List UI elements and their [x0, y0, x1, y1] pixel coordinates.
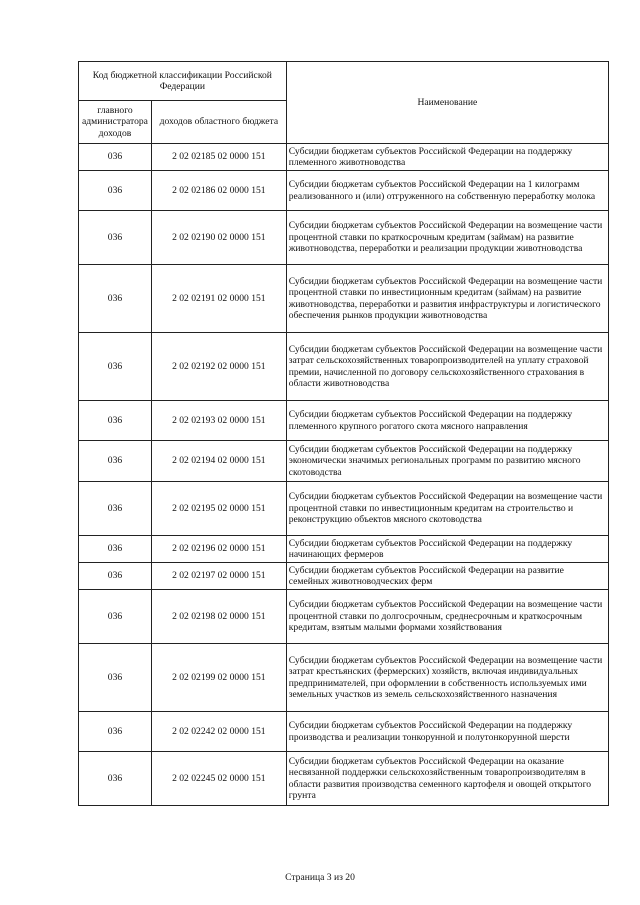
admin-cell: 036	[79, 590, 152, 644]
code-cell: 2 02 02199 02 0000 151	[151, 644, 286, 712]
code-cell: 2 02 02190 02 0000 151	[151, 211, 286, 265]
name-cell: Субсидии бюджетам субъектов Российской Федерации на поддержку начинающих фермеров	[286, 536, 608, 563]
table-row	[79, 144, 609, 171]
name-cell: Субсидии бюджетам субъектов Российской Федерации на возмещение части процентной ставки по долгосрочным, среднесрочным и краткосрочным кредитам, взятым малыми формами хозяйствования	[286, 590, 608, 644]
table-row	[79, 211, 609, 265]
table-row	[79, 644, 609, 712]
table-row	[79, 712, 609, 752]
admin-cell: 036	[79, 536, 152, 563]
header-code: доходов областного бюджета	[151, 101, 286, 144]
code-cell: 2 02 02192 02 0000 151	[151, 333, 286, 401]
budget-classification-table	[78, 61, 609, 806]
code-cell: 2 02 02191 02 0000 151	[151, 265, 286, 333]
table-row	[79, 171, 609, 211]
code-cell: 2 02 02194 02 0000 151	[151, 441, 286, 482]
name-cell: Субсидии бюджетам субъектов Российской Федерации на возмещение части затрат сельскохозяйственных товаропроизводителей на уплату страховой премии, начисленной по договору сельскохозяйственного страхования в области животноводства	[286, 333, 608, 401]
name-cell: Субсидии бюджетам субъектов Российской Федерации на поддержку племенного крупного рогатого скота мясного направления	[286, 401, 608, 441]
page-number: Страница 3 из 20	[285, 872, 355, 883]
table-row	[79, 401, 609, 441]
admin-cell: 036	[79, 333, 152, 401]
code-cell: 2 02 02198 02 0000 151	[151, 590, 286, 644]
table-row	[79, 752, 609, 806]
admin-cell: 036	[79, 401, 152, 441]
name-cell: Субсидии бюджетам субъектов Российской Федерации на возмещение части процентной ставки по краткосрочным кредитам (займам) на развитие животноводства, переработки и реализации продукции животноводства	[286, 211, 608, 265]
name-cell: Субсидии бюджетам субъектов Российской Федерации на возмещение части затрат крестьянских (фермерских) хозяйств, включая индивидуальных предпринимателей, при оформлении в собственность используемых ими земельных участков из земель сельскохозяйственного назначения	[286, 644, 608, 712]
name-cell: Субсидии бюджетам субъектов Российской Федерации на оказание несвязанной поддержки сельскохозяйственным товаропроизводителям в области развития производства семенного картофеля и овощей открытого грунта	[286, 752, 608, 806]
admin-cell: 036	[79, 211, 152, 265]
admin-cell: 036	[79, 563, 152, 590]
name-cell: Субсидии бюджетам субъектов Российской Федерации на поддержку племенного животноводства	[286, 144, 608, 171]
code-cell: 2 02 02186 02 0000 151	[151, 171, 286, 211]
admin-cell: 036	[79, 265, 152, 333]
name-cell: Субсидии бюджетам субъектов Российской Федерации на возмещение части процентной ставки по инвестиционным кредитам на строительство и реконструкцию объектов мясного скотоводства	[286, 482, 608, 536]
table-row	[79, 536, 609, 563]
table-row	[79, 441, 609, 482]
admin-cell: 036	[79, 644, 152, 712]
code-cell: 2 02 02197 02 0000 151	[151, 563, 286, 590]
header-admin: главного администратора доходов	[79, 101, 152, 144]
name-cell: Субсидии бюджетам субъектов Российской Федерации на 1 килограмм реализованного и (или) отгруженного на собственную переработку молока	[286, 171, 608, 211]
code-cell: 2 02 02245 02 0000 151	[151, 752, 286, 806]
code-cell: 2 02 02193 02 0000 151	[151, 401, 286, 441]
code-cell: 2 02 02196 02 0000 151	[151, 536, 286, 563]
code-cell: 2 02 02185 02 0000 151	[151, 144, 286, 171]
name-cell: Субсидии бюджетам субъектов Российской Федерации на поддержку производства и реализации тонкорунной и полутонкорунной шерсти	[286, 712, 608, 752]
name-cell: Субсидии бюджетам субъектов Российской Федерации на поддержку экономически значимых региональных программ по развитию мясного скотоводства	[286, 441, 608, 482]
admin-cell: 036	[79, 752, 152, 806]
table-row	[79, 590, 609, 644]
admin-cell: 036	[79, 482, 152, 536]
admin-cell: 036	[79, 171, 152, 211]
name-cell: Субсидии бюджетам субъектов Российской Федерации на развитие семейных животноводческих ферм	[286, 563, 608, 590]
name-cell: Субсидии бюджетам субъектов Российской Федерации на возмещение части процентной ставки по инвестиционным кредитам (займам) на развитие животноводства, переработки и развития инфраструктуры и логистического обеспечения рынков продукции животноводства	[286, 265, 608, 333]
header-name: Наименование	[286, 62, 608, 144]
table-row	[79, 563, 609, 590]
admin-cell: 036	[79, 144, 152, 171]
code-cell: 2 02 02195 02 0000 151	[151, 482, 286, 536]
table-row	[79, 333, 609, 401]
code-cell: 2 02 02242 02 0000 151	[151, 712, 286, 752]
admin-cell: 036	[79, 441, 152, 482]
table-row	[79, 265, 609, 333]
admin-cell: 036	[79, 712, 152, 752]
header-code-group: Код бюджетной классификации Российской Федерации	[79, 62, 287, 101]
table-row	[79, 482, 609, 536]
